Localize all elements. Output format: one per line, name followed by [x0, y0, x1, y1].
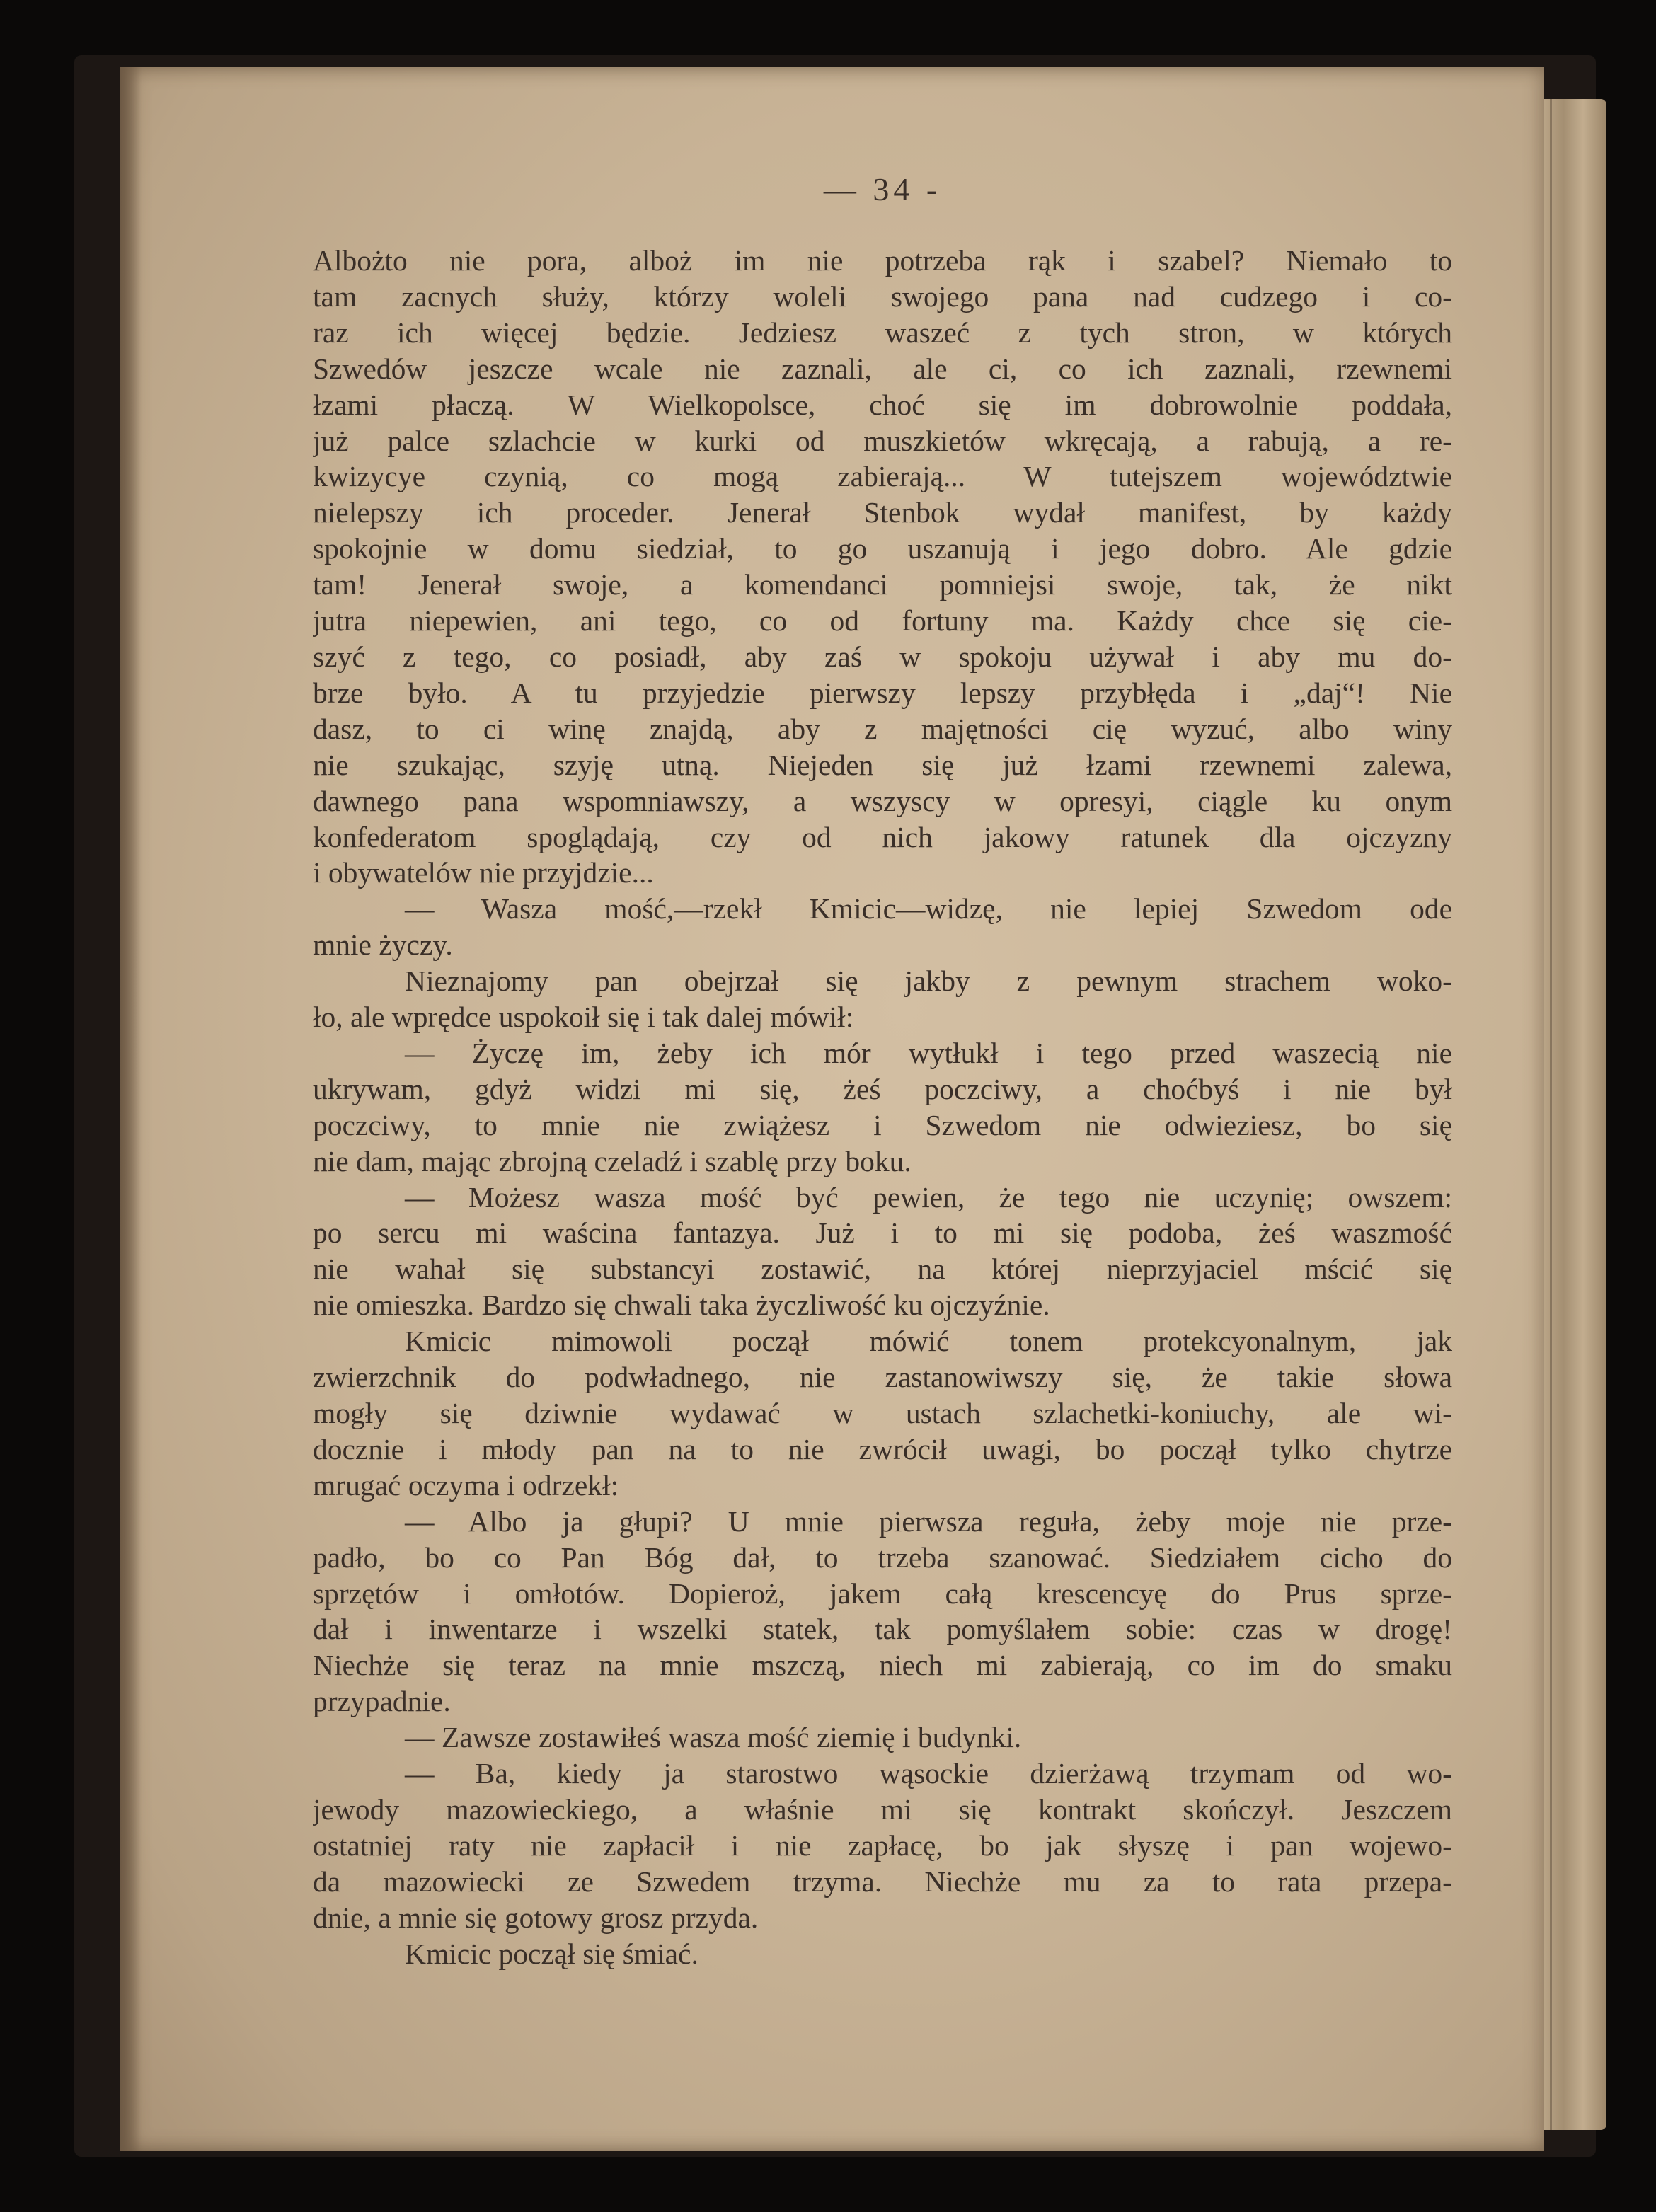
text-line: łzami płaczą. W Wielkopolsce, choć się im dobrowolnie poddała,	[313, 388, 1452, 421]
text-line: padło, bo co Pan Bóg dał, to trzeba szanować. Siedziałem cicho do	[313, 1540, 1452, 1574]
text-line: ło, ale wprędce uspokoił się i tak dalej mówił:	[313, 1001, 854, 1034]
text-line: — Możesz wasza mość być pewien, że tego nie uczynię; owszem:	[405, 1180, 1452, 1214]
text-line: i obywatelów nie przyjdzie...	[313, 856, 654, 889]
text-line: docznie i młody pan na to nie zwrócił uwagi, bo począł tylko chytrze	[313, 1432, 1452, 1465]
text-line: — Albo ja głupi? U mnie pierwsza reguła, żeby moje nie prze-	[405, 1504, 1452, 1538]
text-line: nie szukając, szyję utną. Niejeden się już łzami rzewnemi zalewa,	[313, 748, 1452, 781]
text-line: — Ba, kiedy ja starostwo wąsockie dzierżawą trzymam od wo-	[405, 1757, 1452, 1790]
text-line: jewody mazowieckiego, a właśnie mi się kontrakt skończył. Jeszczem	[313, 1792, 1452, 1826]
text-line: jutra niepewien, ani tego, co od fortuny ma. Każdy chce się cie-	[313, 604, 1452, 638]
body-text	[313, 243, 1452, 1972]
text-line: spokojnie w domu siedział, to go uszanują i jego dobro. Ale gdzie	[313, 532, 1452, 565]
text-line: już palce szlachcie w kurki od muszkietów wkręcają, a rabują, a re-	[313, 424, 1452, 457]
text-line: nie omieszka. Bardzo się chwali taka życzliwość ku ojczyźnie.	[313, 1289, 1050, 1322]
text-line: dawnego pana wspomniawszy, a wszyscy w opresyi, ciągle ku onym	[313, 784, 1452, 817]
page-gutter-shadow	[120, 67, 142, 2151]
text-line: Albożto nie pora, alboż im nie potrzeba rąk i szabel? Niemało to	[313, 244, 1452, 277]
text-line: kwizycye czynią, co mogą zabierają... W tutejszem województwie	[313, 460, 1452, 493]
text-line: szyć z tego, co posiadł, aby zaś w spokoju używał i aby mu do-	[313, 640, 1452, 673]
text-line: raz ich więcej będzie. Jedziesz waszeć z tych stron, w których	[313, 316, 1452, 349]
text-line: poczciwy, to mnie nie zwiążesz i Szwedom nie odwieziesz, bo się	[313, 1108, 1452, 1141]
text-line: tam! Jenerał swoje, a komendanci pomniejsi swoje, tak, że nikt	[313, 568, 1452, 601]
text-line: mnie życzy.	[313, 928, 453, 962]
text-line: nie dam, mając zbrojną czeladź i szablę przy boku.	[313, 1144, 912, 1177]
text-line: Kmicic mimowoli począł mówić tonem protekcyonalnym, jak	[405, 1325, 1452, 1358]
text-line: Kmicic począł się śmiać.	[405, 1937, 698, 1970]
text-line: nielepszy ich proceder. Jenerał Stenbok wydał manifest, by każdy	[313, 496, 1452, 529]
text-line: nie wahał się substancyi zostawić, na której nieprzyjaciel mścić się	[313, 1252, 1452, 1286]
text-line: ukrywam, gdyż widzi mi się, żeś poczciwy, a choćbyś i nie był	[313, 1072, 1452, 1105]
text-line: konfederatom spoglądają, czy od nich jakowy ratunek dla ojczyzny	[313, 820, 1452, 853]
text-line: ostatniej raty nie zapłacił i nie zapłacę, bo jak słyszę i pan wojewo-	[313, 1828, 1452, 1862]
text-line: przypadnie.	[313, 1685, 451, 1718]
text-line: dał i inwentarze i wszelki statek, tak pomyślałem sobie: czas w drogę!	[313, 1613, 1452, 1646]
text-line: tam zacnych służy, którzy woleli swojego pana nad cudzego i co-	[313, 280, 1452, 313]
text-line: zwierzchnik do podwładnego, nie zastanowiwszy się, że takie słowa	[313, 1361, 1452, 1394]
text-line: mrugać oczyma i odrzekł:	[313, 1468, 619, 1502]
text-line: — Życzę im, żeby ich mór wytłukł i tego przed waszecią nie	[405, 1036, 1452, 1069]
text-line: — Wasza mość,—rzekł Kmicic—widzę, nie lepiej Szwedom ode	[405, 892, 1452, 926]
text-line: Niechże się teraz na mnie mszczą, niech mi zabierają, co im do smaku	[313, 1649, 1452, 1682]
page-number: — 34 -	[823, 171, 942, 207]
text-line: Szwedów jeszcze wcale nie zaznali, ale ci, co ich zaznali, rzewnemi	[313, 352, 1452, 385]
page-text-block	[313, 172, 1452, 1972]
text-line: dnie, a mnie się gotowy grosz przyda.	[313, 1901, 759, 1934]
text-line: brze było. A tu przyjedzie pierwszy lepszy przybłęda i „daj“! Nie	[313, 676, 1452, 709]
text-line: mogły się dziwnie wydawać w ustach szlachetki-koniuchy, ale wi-	[313, 1397, 1452, 1429]
text-line: dasz, to ci winę znajdą, aby z majętności cię wyzuć, albo winy	[313, 712, 1452, 745]
text-line: da mazowiecki ze Szwedem trzyma. Niechże mu za to rata przepa-	[313, 1865, 1452, 1898]
text-line: po sercu mi waścina fantazya. Już i to mi się podoba, żeś waszmość	[313, 1216, 1452, 1250]
text-line: sprzętów i omłotów. Dopieroż, jakem całą krescencyę do Prus sprze-	[313, 1577, 1452, 1610]
text-line: Nieznajomy pan obejrzał się jakby z pewnym strachem woko-	[405, 964, 1452, 998]
text-line: — Zawsze zostawiłeś wasza mość ziemię i budynki.	[405, 1721, 1022, 1754]
